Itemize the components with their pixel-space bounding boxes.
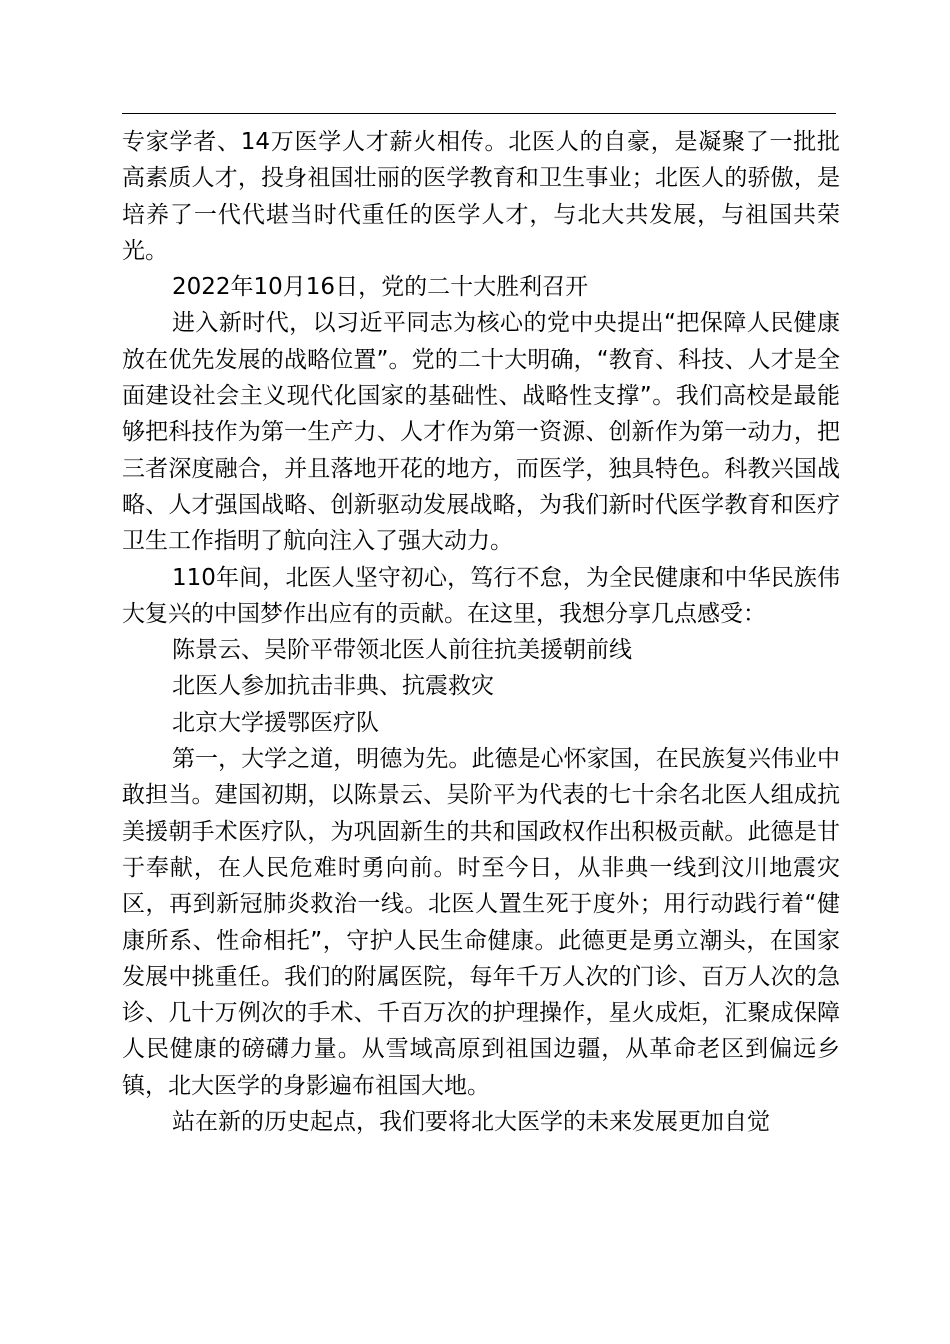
paragraph-1: 专家学者、14万医学人才薪火相传。北医人的自豪，是凝聚了一批批高素质人才，投身祖国壮丽的医学教育和卫生事业；北医人的骄傲，是培养了一代代堪当时代重任的医学人才，与北大共发展，与祖国共荣光。: [122, 129, 840, 264]
header-rule: [122, 113, 836, 114]
photo-caption-korean-war: 陈景云、吴阶平带领北医人前往抗美援朝前线: [172, 637, 632, 664]
paragraph-110-years: 110年间，北医人坚守初心，笃行不怠，为全民健康和中华民族伟大复兴的中国梦作出应有的贡献。在这里，我想分享几点感受：: [122, 564, 840, 627]
photo-caption-party-congress: 2022年10月16日，党的二十大胜利召开: [172, 274, 589, 301]
paragraph-new-era: 进入新时代，以习近平同志为核心的党中央提出“把保障人民健康放在优先发展的战略位置”。党的二十大明确，“教育、科技、人才是全面建设社会主义现代化国家的基础性、战略性支撑”。我们高校是最能够把科技作为第一生产力、人才作为第一资源、创新作为第一动力，把三者深度融合，并且落地开花的地方，而医学，独具特色。科教兴国战略、人才强国战略、创新驱动发展战略，为我们新时代医学教育和医疗卫生工作指明了航向注入了强大动力。: [122, 310, 840, 555]
photo-caption-hubei-team: 北京大学援鄂医疗队: [172, 709, 379, 736]
paragraph-new-starting-point: 站在新的历史起点，我们要将北大医学的未来发展更加自觉: [172, 1109, 770, 1136]
photo-caption-sars-earthquake: 北医人参加抗击非典、抗震救灾: [172, 673, 494, 700]
paragraph-first-point: 第一，大学之道，明德为先。此德是心怀家国，在民族复兴伟业中敢担当。建国初期，以陈景云、吴阶平为代表的七十余名北医人组成抗美援朝手术医疗队，为巩固新生的共和国政权作出积极贡献。此德是甘于奉献，在人民危难时勇向前。时至今日，从非典一线到汶川地震灾区，再到新冠肺炎救治一线。北医人置生死于度外；用行动践行着“健康所系、性命相托”，守护人民生命健康。此德更是勇立潮头，在国家发展中挑重任。我们的附属医院，每年千万人次的门诊、百万人次的急诊、几十万例次的手术、千百万次的护理操作，星火成炬，汇聚成保障人民健康的磅礴力量。从雪域高原到祖国边疆，从革命老区到偏远乡镇，北大医学的身影遍布祖国大地。: [122, 746, 840, 1099]
document-body: [122, 124, 840, 1140]
